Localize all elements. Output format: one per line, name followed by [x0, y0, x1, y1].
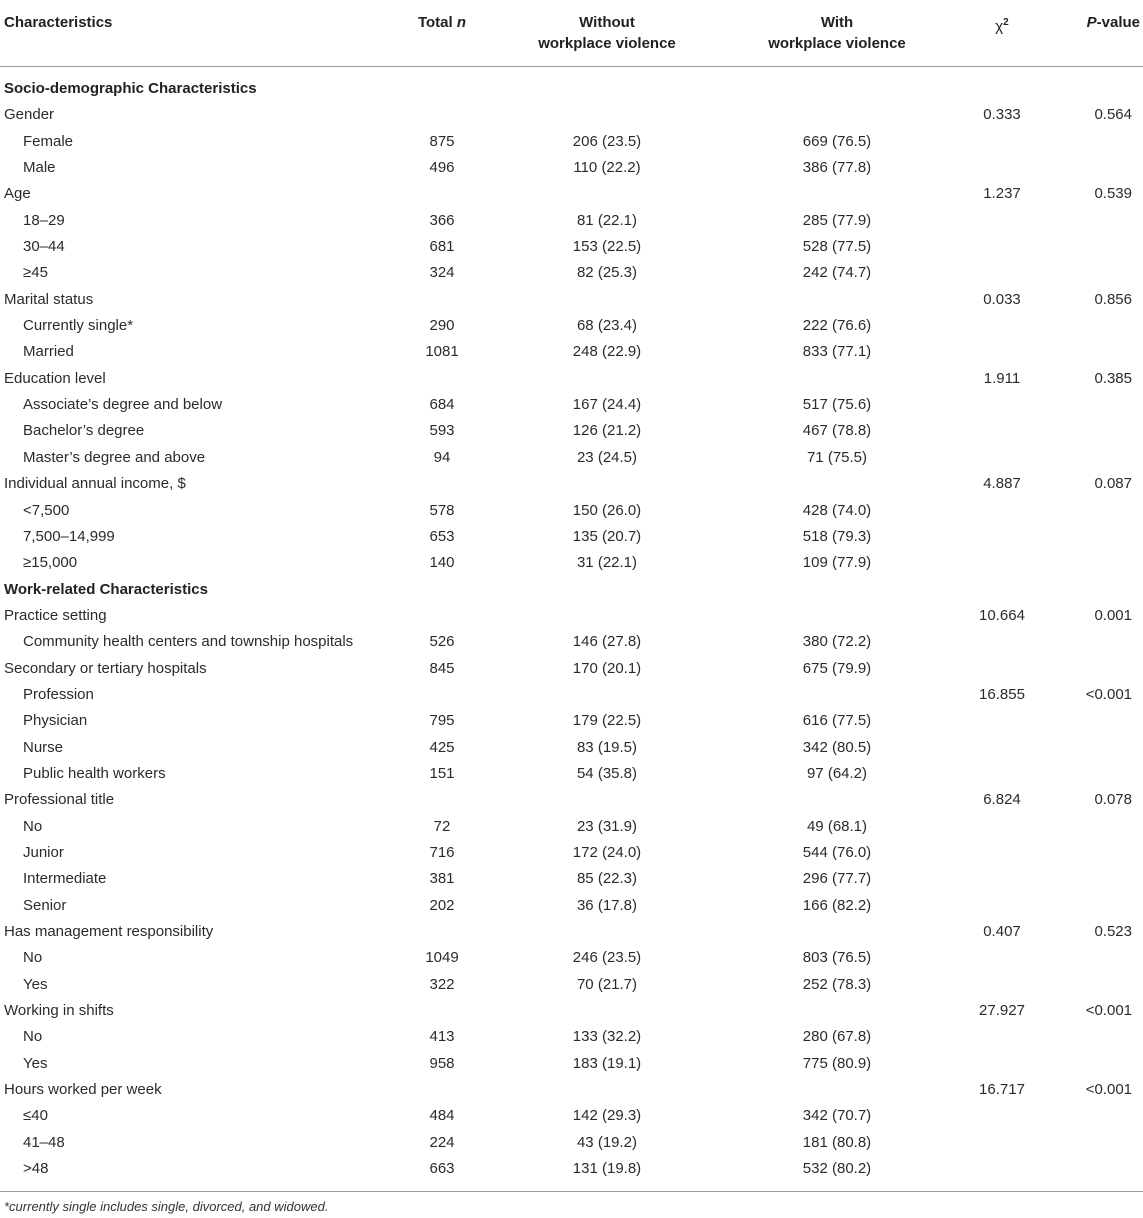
section-header-row — [0, 577, 1143, 603]
group-row — [0, 102, 1143, 128]
cell-p-value: 0.856 — [1094, 290, 1132, 308]
row-label: Yes — [23, 975, 48, 993]
row-label: Professional title — [4, 791, 115, 809]
group-row — [0, 181, 1143, 207]
cell-with-violence: 49 (68.1) — [806, 817, 868, 835]
cell-without-violence: 70 (21.7) — [576, 975, 638, 993]
table-row — [0, 972, 1143, 998]
cell-chi-square: 4.887 — [983, 475, 1021, 493]
cell-total: 381 — [429, 870, 455, 888]
row-label: Yes — [23, 1054, 48, 1072]
cell-total: 1081 — [425, 343, 459, 361]
cell-with-violence: 242 (74.7) — [802, 264, 872, 282]
cell-chi-square: 1.911 — [983, 369, 1021, 387]
table-row — [0, 498, 1143, 524]
table-row — [0, 1130, 1143, 1156]
row-label: No — [23, 949, 43, 967]
header-without-line2: workplace violence — [538, 35, 676, 52]
row-label: Public health workers — [23, 764, 166, 782]
cell-total: 425 — [429, 738, 455, 756]
row-label: No — [23, 817, 43, 835]
cell-with-violence: 544 (76.0) — [802, 843, 872, 861]
cell-p-value: <0.001 — [1085, 1081, 1132, 1099]
cell-total: 663 — [429, 1160, 455, 1178]
cell-with-violence: 428 (74.0) — [802, 501, 872, 519]
cell-p-value: 0.087 — [1094, 475, 1132, 493]
cell-with-violence: 71 (75.5) — [806, 448, 868, 466]
table-row — [0, 445, 1143, 471]
row-label: Secondary or tertiary hospitals — [4, 659, 207, 677]
table-row — [0, 945, 1143, 971]
row-label: 30–44 — [23, 238, 65, 256]
table-row — [0, 339, 1143, 365]
cell-with-violence: 342 (80.5) — [802, 738, 872, 756]
cell-without-violence: 170 (20.1) — [572, 659, 642, 677]
table-row — [0, 840, 1143, 866]
row-label: >48 — [23, 1160, 49, 1178]
table-row — [0, 313, 1143, 339]
cell-without-violence: 246 (23.5) — [572, 949, 642, 967]
header-total-n: n — [456, 14, 467, 31]
header-chi-superscript: 2 — [1003, 17, 1009, 28]
header-total-prefix: Total — [417, 14, 457, 31]
cell-without-violence: 153 (22.5) — [572, 238, 642, 256]
row-label: Age — [4, 185, 31, 203]
group-row — [0, 603, 1143, 629]
cell-total: 322 — [429, 975, 455, 993]
cell-without-violence: 248 (22.9) — [572, 343, 642, 361]
cell-chi-square: 16.717 — [979, 1081, 1025, 1099]
cell-with-violence: 280 (67.8) — [802, 1028, 872, 1046]
cell-with-violence: 222 (76.6) — [802, 317, 872, 335]
cell-total: 224 — [429, 1133, 455, 1151]
cell-with-violence: 775 (80.9) — [802, 1054, 872, 1072]
group-row — [0, 471, 1143, 497]
cell-p-value: 0.564 — [1094, 106, 1132, 124]
cell-with-violence: 252 (78.3) — [802, 975, 872, 993]
row-label: Profession — [23, 685, 94, 703]
cell-p-value: 0.539 — [1094, 185, 1132, 203]
header-without-line1: Without — [579, 14, 635, 31]
row-label: Community health centers and township hospitals — [23, 633, 354, 651]
cell-p-value: 0.523 — [1094, 923, 1132, 940]
cell-without-violence: 110 (22.2) — [573, 159, 641, 177]
cell-without-violence: 133 (32.2) — [572, 1028, 642, 1046]
cell-p-value: <0.001 — [1085, 685, 1132, 703]
cell-without-violence: 183 (19.1) — [572, 1054, 642, 1072]
section-header-row — [0, 76, 1143, 102]
cell-without-violence: 82 (25.3) — [576, 264, 638, 282]
row-label: Physician — [23, 712, 88, 730]
row-label: Male — [23, 159, 56, 177]
header-p-rest: -value — [1096, 14, 1140, 31]
table-row — [0, 392, 1143, 418]
cell-total: 140 — [429, 554, 455, 572]
row-label: ≥45 — [23, 264, 48, 282]
cell-with-violence: 296 (77.7) — [802, 870, 872, 888]
cell-without-violence: 150 (26.0) — [572, 501, 642, 519]
row-label: Socio-demographic Characteristics — [4, 80, 257, 97]
table-row — [0, 155, 1143, 181]
cell-total: 290 — [429, 317, 455, 335]
row-label: Senior — [23, 896, 67, 914]
row-label: Gender — [4, 106, 55, 124]
group-row — [0, 656, 1143, 682]
cell-total: 413 — [429, 1028, 455, 1046]
cell-with-violence: 803 (76.5) — [802, 949, 872, 967]
row-label: Master’s degree and above — [23, 448, 206, 466]
cell-total: 681 — [429, 238, 455, 256]
cell-total: 716 — [429, 843, 455, 861]
table-footnote: *currently single includes single, divorced, and widowed. — [4, 1199, 329, 1214]
table-row — [0, 208, 1143, 234]
cell-total: 526 — [429, 633, 455, 651]
table-row — [0, 524, 1143, 550]
group-row — [0, 366, 1143, 392]
table-header — [0, 0, 1143, 67]
cell-without-violence: 68 (23.4) — [576, 317, 638, 335]
cell-without-violence: 131 (19.8) — [572, 1160, 642, 1178]
cell-chi-square: 10.664 — [979, 606, 1025, 624]
cell-total: 94 — [433, 448, 451, 466]
cell-total: 151 — [429, 764, 455, 782]
cell-p-value: 0.385 — [1094, 369, 1132, 387]
row-label: Practice setting — [4, 606, 107, 624]
cell-with-violence: 528 (77.5) — [802, 238, 872, 256]
table-row — [0, 682, 1143, 708]
cell-chi-square: 27.927 — [979, 1002, 1025, 1020]
header-with-line2: workplace violence — [768, 35, 906, 52]
cell-with-violence: 518 (79.3) — [802, 527, 872, 545]
cell-without-violence: 135 (20.7) — [572, 527, 642, 545]
header-chi-square — [962, 12, 1042, 37]
cell-with-violence: 669 (76.5) — [802, 132, 872, 150]
cell-with-violence: 517 (75.6) — [802, 396, 872, 414]
row-label: Married — [23, 343, 74, 361]
cell-with-violence: 467 (78.8) — [802, 422, 872, 440]
group-row — [0, 287, 1143, 313]
row-label: Currently single* — [23, 317, 134, 335]
row-label: Working in shifts — [4, 1002, 114, 1020]
cell-total: 875 — [429, 132, 455, 150]
cell-with-violence: 285 (77.9) — [802, 211, 872, 229]
cell-total: 1049 — [425, 949, 459, 967]
header-total — [392, 12, 492, 33]
header-p-value — [1060, 12, 1140, 33]
cell-with-violence: 97 (64.2) — [806, 764, 868, 782]
table-row — [0, 1051, 1143, 1077]
cell-total: 72 — [433, 817, 451, 835]
cell-with-violence: 386 (77.8) — [802, 159, 872, 177]
cell-without-violence: 54 (35.8) — [576, 764, 638, 782]
table-row — [0, 735, 1143, 761]
cell-with-violence: 342 (70.7) — [802, 1107, 872, 1125]
cell-without-violence: 85 (22.3) — [576, 870, 638, 888]
table-row — [0, 550, 1143, 576]
row-label: 7,500–14,999 — [23, 527, 115, 545]
row-label: ≤40 — [23, 1107, 48, 1125]
cell-total: 958 — [429, 1054, 455, 1072]
cell-without-violence: 206 (23.5) — [572, 132, 642, 150]
table-row — [0, 129, 1143, 155]
cell-without-violence: 167 (24.4) — [572, 396, 642, 414]
table-row — [0, 260, 1143, 286]
cell-without-violence: 142 (29.3) — [572, 1107, 642, 1125]
cell-without-violence: 31 (22.1) — [576, 554, 638, 572]
cell-without-violence: 172 (24.0) — [572, 843, 642, 861]
cell-total: 366 — [429, 211, 455, 229]
row-label: Has management responsibility — [4, 923, 214, 940]
cell-total: 653 — [429, 527, 455, 545]
cell-total: 496 — [429, 159, 455, 177]
cell-with-violence: 181 (80.8) — [802, 1133, 872, 1151]
table-row — [0, 761, 1143, 787]
row-label: Nurse — [23, 738, 64, 756]
row-label: Junior — [23, 843, 64, 861]
table-row — [0, 1103, 1143, 1129]
cell-p-value: 0.078 — [1094, 791, 1132, 809]
row-label: No — [23, 1028, 43, 1046]
cell-p-value: <0.001 — [1085, 1002, 1132, 1020]
cell-without-violence: 146 (27.8) — [572, 633, 642, 651]
cell-with-violence: 833 (77.1) — [802, 343, 872, 361]
cell-with-violence: 675 (79.9) — [802, 659, 872, 677]
cell-with-violence: 166 (82.2) — [802, 896, 872, 914]
row-label: <7,500 — [23, 501, 70, 519]
cell-total: 593 — [429, 422, 455, 440]
cell-total: 684 — [429, 396, 455, 414]
group-row — [0, 787, 1143, 813]
cell-chi-square: 0.033 — [983, 290, 1021, 308]
cell-with-violence: 109 (77.9) — [802, 554, 872, 572]
row-label: Individual annual income, $ — [4, 475, 186, 493]
cell-total: 845 — [429, 659, 455, 677]
row-label: Female — [23, 132, 74, 150]
table-row — [0, 234, 1143, 260]
cell-chi-square: 0.407 — [983, 923, 1021, 940]
cell-chi-square: 0.333 — [983, 106, 1021, 124]
table-body — [0, 67, 1143, 1182]
cell-with-violence: 616 (77.5) — [802, 712, 872, 730]
bottom-rule — [0, 1191, 1143, 1192]
row-label: Education level — [4, 369, 106, 387]
group-row — [0, 998, 1143, 1024]
cell-total: 484 — [429, 1107, 455, 1125]
row-label: Bachelor’s degree — [23, 422, 145, 440]
cell-without-violence: 43 (19.2) — [576, 1133, 638, 1151]
table-row — [0, 1024, 1143, 1050]
cell-without-violence: 83 (19.5) — [576, 738, 638, 756]
header-without-violence — [532, 12, 682, 54]
cell-chi-square: 6.824 — [983, 791, 1021, 809]
table-row — [0, 866, 1143, 892]
row-label: Associate’s degree and below — [23, 396, 223, 414]
header-with-line1: With — [820, 14, 854, 31]
cell-p-value: 0.001 — [1094, 606, 1132, 624]
row-label: Work-related Characteristics — [4, 580, 208, 598]
table-row — [0, 814, 1143, 840]
cell-total: 202 — [429, 896, 455, 914]
table-row — [0, 418, 1143, 444]
row-label: Intermediate — [23, 870, 107, 888]
row-label: Marital status — [4, 290, 94, 308]
cell-without-violence: 23 (31.9) — [576, 817, 638, 835]
row-label: Hours worked per week — [4, 1081, 162, 1099]
cell-with-violence: 532 (80.2) — [802, 1160, 872, 1178]
table-row — [0, 893, 1143, 919]
table-row — [0, 629, 1143, 655]
cell-without-violence: 179 (22.5) — [572, 712, 642, 730]
header-p-italic: P — [1086, 14, 1097, 31]
cell-without-violence: 126 (21.2) — [572, 422, 642, 440]
table-row — [0, 1156, 1143, 1182]
cell-chi-square: 1.237 — [983, 185, 1021, 203]
group-row — [0, 1077, 1143, 1103]
header-with-violence — [752, 12, 922, 54]
header-characteristics: Characteristics — [4, 14, 113, 31]
row-label: 41–48 — [23, 1133, 65, 1151]
cell-chi-square: 16.855 — [979, 685, 1025, 703]
cell-without-violence: 23 (24.5) — [576, 448, 638, 466]
header-chi-symbol: χ — [995, 18, 1004, 35]
cell-without-violence: 36 (17.8) — [576, 896, 638, 914]
cell-total: 324 — [429, 264, 455, 282]
row-label: 18–29 — [23, 211, 65, 229]
row-label: ≥15,000 — [23, 554, 78, 572]
cell-total: 578 — [429, 501, 455, 519]
cell-without-violence: 81 (22.1) — [576, 211, 638, 229]
table-row — [0, 708, 1143, 734]
cell-total: 795 — [429, 712, 455, 730]
cell-with-violence: 380 (72.2) — [802, 633, 872, 651]
group-row — [0, 919, 1143, 945]
